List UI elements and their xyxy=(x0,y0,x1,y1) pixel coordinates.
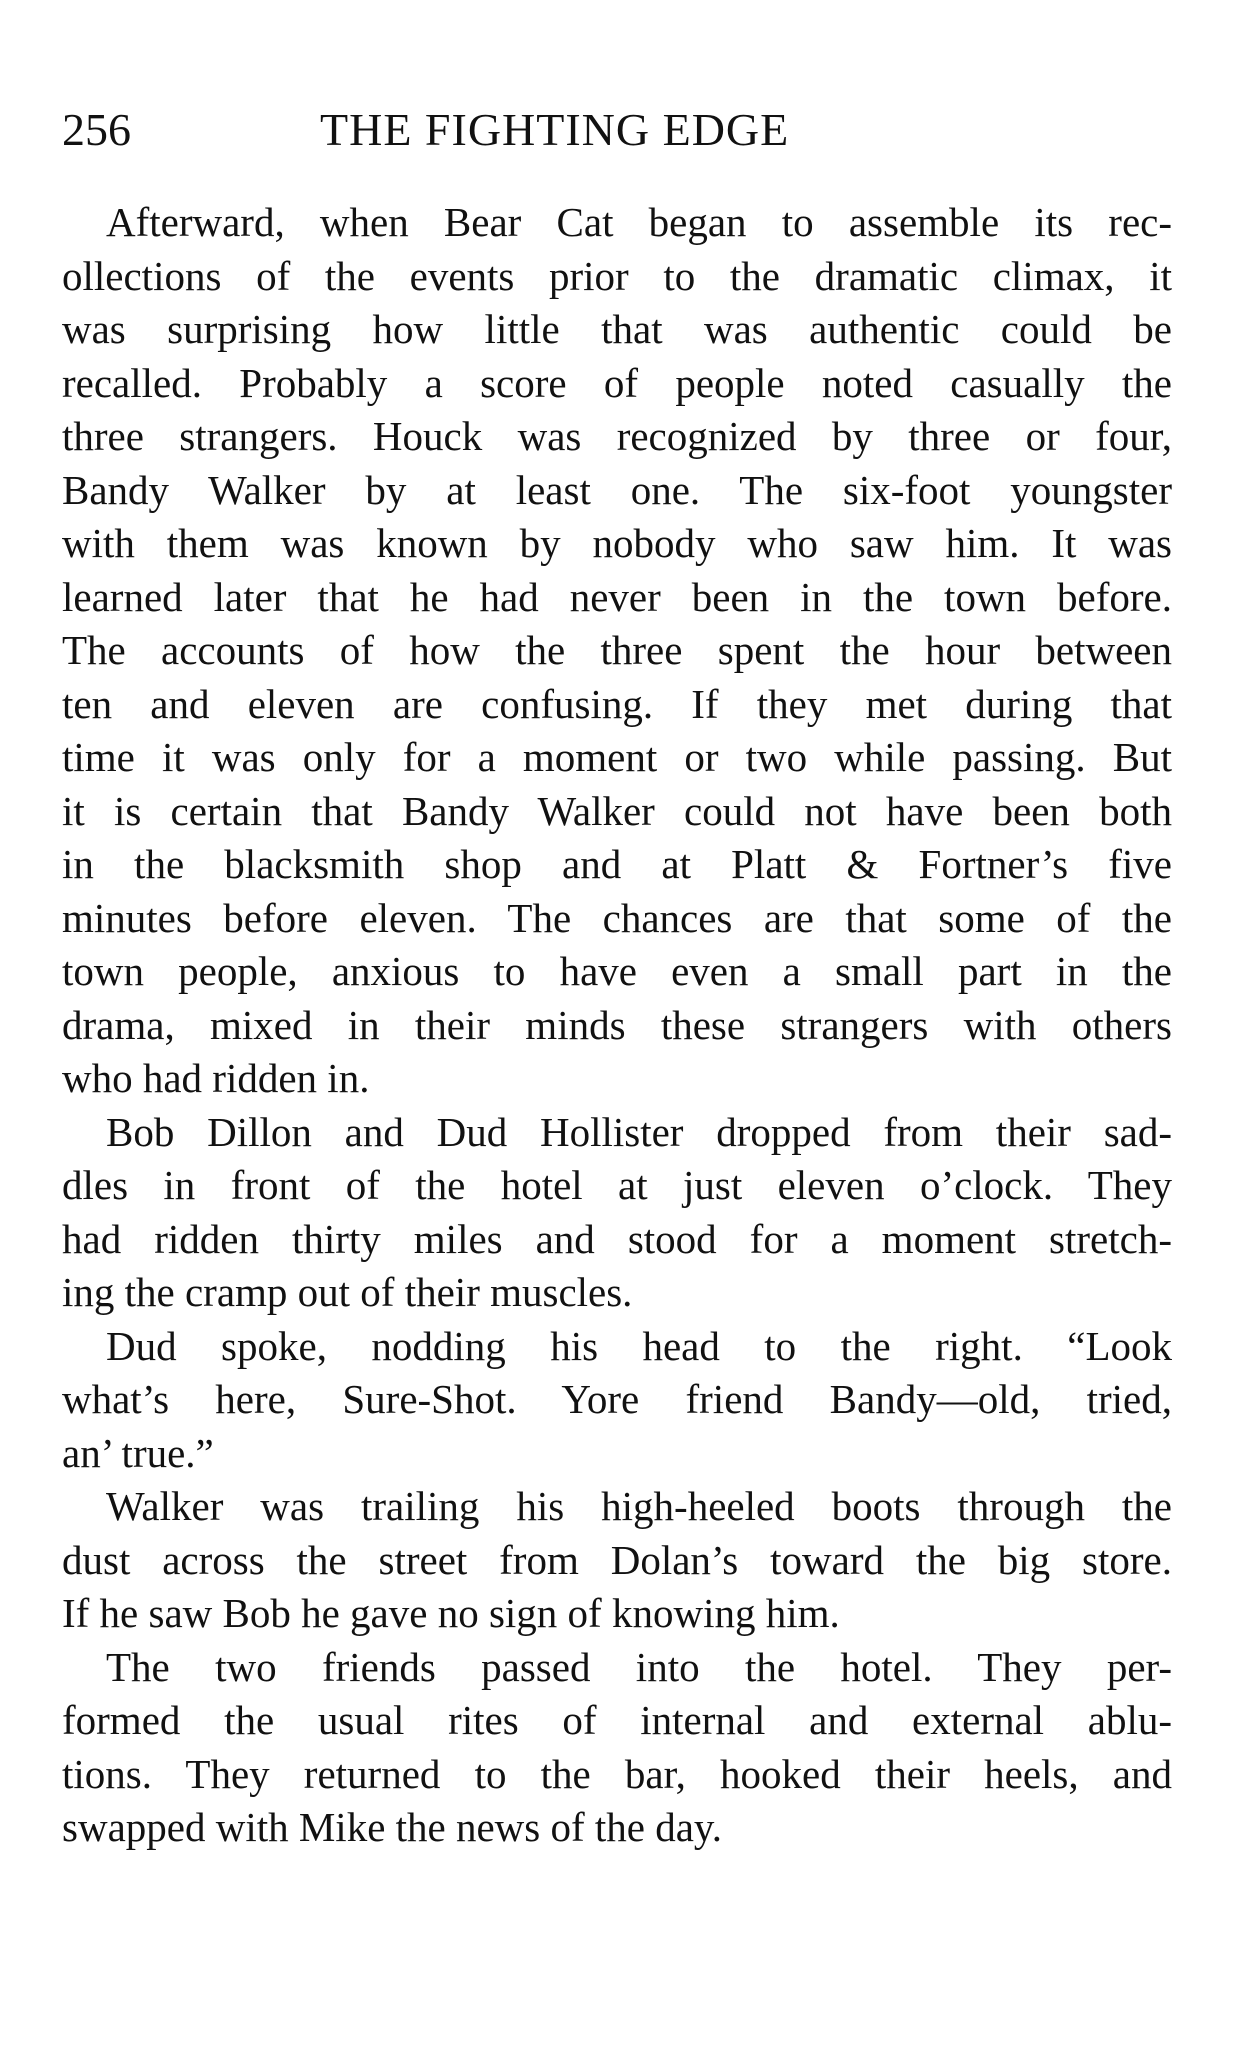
text-line: what’s here, Sure-Shot. Yore friend Bandy—old, tried, xyxy=(62,1376,1172,1422)
paragraph-1 xyxy=(62,196,1172,1106)
paragraph-5 xyxy=(62,1641,1172,1855)
text-line: drama, mixed in their minds these strangers with others xyxy=(62,1001,1172,1048)
text-line: it is certain that Bandy Walker could not have been both xyxy=(62,787,1172,834)
text-line: dles in front of the hotel at just eleven o’clock. They xyxy=(62,1162,1172,1208)
text-line: Afterward, when Bear Cat began to assemble its rec- xyxy=(106,199,1172,245)
text-line: minutes before eleven. The chances are that some of the xyxy=(62,894,1172,941)
text-line: The two friends passed into the hotel. They per- xyxy=(106,1643,1172,1690)
text-line: Bandy Walker by at least one. The six-foot youngster xyxy=(62,466,1172,513)
text-line: dust across the street from Dolan’s toward the big store. xyxy=(62,1536,1172,1583)
text-line: with them was known by nobody who saw him. It was xyxy=(62,520,1172,566)
text-line: time it was only for a moment or two while passing. But xyxy=(62,734,1172,780)
text-line: an’ true.” xyxy=(62,1429,214,1476)
text-line: ten and eleven are confusing. If they met during that xyxy=(62,680,1172,727)
text-line: Dud spoke, nodding his head to the right. “Look xyxy=(106,1322,1172,1369)
text-line: was surprising how little that was authentic could be xyxy=(62,306,1172,352)
text-line: three strangers. Houck was recognized by three or four, xyxy=(62,413,1172,459)
paragraph-4 xyxy=(62,1480,1172,1641)
text-line: tions. They returned to the bar, hooked their heels, and xyxy=(62,1750,1172,1797)
page-number: 256 xyxy=(62,104,131,155)
paragraph-2 xyxy=(62,1106,1172,1320)
body-text xyxy=(62,196,1172,1855)
text-line: recalled. Probably a score of people noted casually the xyxy=(62,359,1172,406)
text-line: in the blacksmith shop and at Platt & Fortner’s five xyxy=(62,841,1172,887)
text-line: If he saw Bob he gave no sign of knowing him. xyxy=(62,1590,840,1636)
text-line: had ridden thirty miles and stood for a moment stretch- xyxy=(62,1215,1172,1262)
text-line: town people, anxious to have even a small part in the xyxy=(62,948,1172,994)
text-line: formed the usual rites of internal and external ablu- xyxy=(62,1697,1172,1743)
text-line: swapped with Mike the news of the day. xyxy=(62,1804,723,1850)
text-line: The accounts of how the three spent the hour between xyxy=(62,627,1172,673)
text-line: Walker was trailing his high-heeled boots through the xyxy=(106,1483,1172,1529)
text-line: learned later that he had never been in the town before. xyxy=(62,573,1172,620)
paragraph-3 xyxy=(62,1320,1172,1481)
running-title: THE FIGHTING EDGE xyxy=(320,104,790,155)
text-line: ing the cramp out of their muscles. xyxy=(62,1269,633,1315)
running-head xyxy=(62,100,1172,160)
text-line: ollections of the events prior to the dramatic climax, it xyxy=(62,252,1172,299)
text-line: who had ridden in. xyxy=(62,1055,370,1101)
text-line: Bob Dillon and Dud Hollister dropped from their sad- xyxy=(106,1108,1172,1155)
